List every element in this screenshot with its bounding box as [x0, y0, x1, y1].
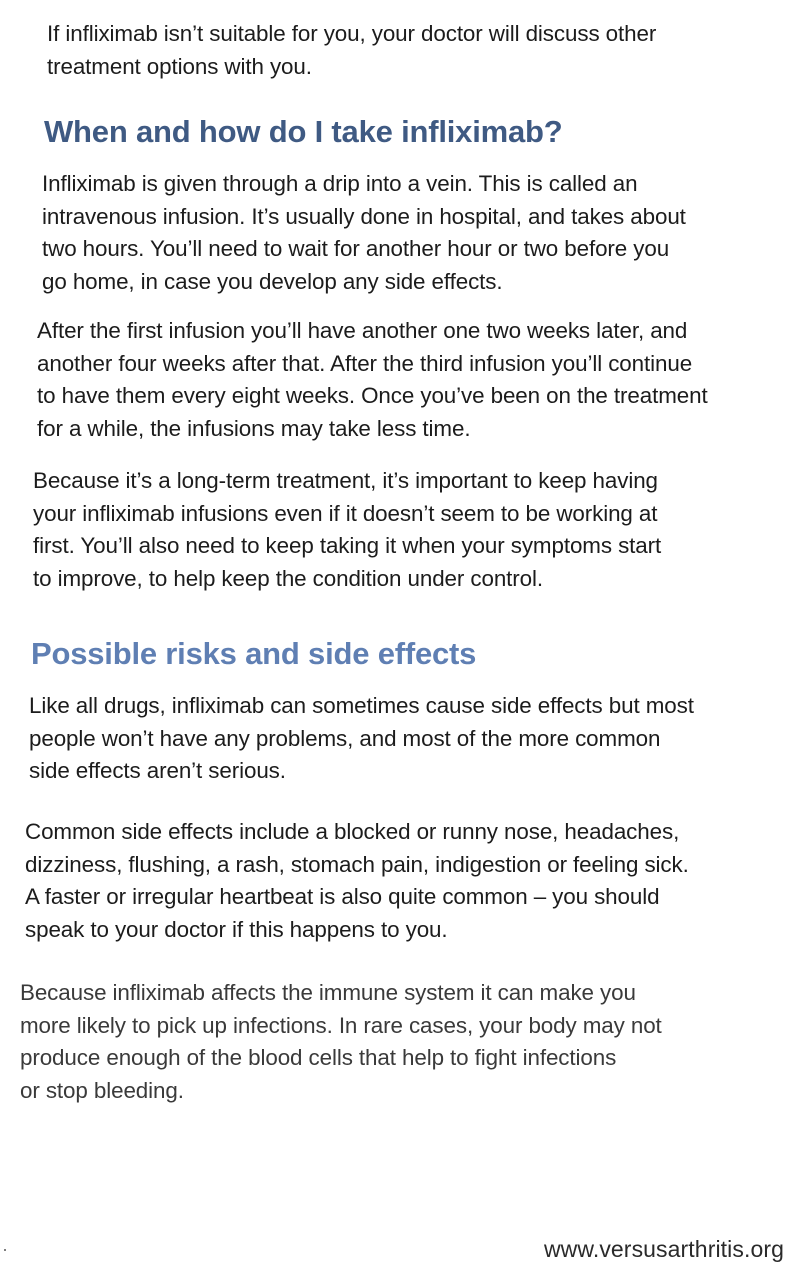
paragraph-immune-system: Because infliximab affects the immune system it can make you more likely to pick up infections. In rare cases, your body may not produce enough of the blood cells that help to fight infections or stop bleeding.	[20, 980, 662, 1103]
paragraph-infusion-description: Infliximab is given through a drip into a vein. This is called an intravenous infusion. It’s usually done in hospital, and takes about two hours. You’ll need to wait for another hour or two before you go home, in case you develop any side effects.	[42, 171, 686, 294]
scan-speck	[4, 1249, 6, 1251]
section-heading-risks-side-effects: Possible risks and side effects	[31, 636, 477, 671]
section-heading-when-and-how: When and how do I take infliximab?	[44, 114, 563, 149]
paragraph-infusion-schedule: After the first infusion you’ll have another one two weeks later, and another four weeks after that. After the third infusion you’ll continue to have them every eight weeks. Once you’ve been on the treatment for a while, the infusions may take less time.	[37, 318, 708, 441]
paragraph-long-term-treatment: Because it’s a long-term treatment, it’s important to keep having your infliximab infusions even if it doesn’t seem to be working at first. You’ll also need to keep taking it when your symptoms start to improve, to help keep the condition under control.	[33, 468, 662, 591]
paragraph-common-side-effects: Common side effects include a blocked or runny nose, headaches, dizziness, flushing, a rash, stomach pain, indigestion or feeling sick. A faster or irregular heartbeat is also quite common – you should speak to your doctor if this happens to you.	[25, 819, 689, 942]
footer-website-link[interactable]: www.versusarthritis.org	[543, 1236, 784, 1262]
paragraph-side-effects-intro: Like all drugs, infliximab can sometimes cause side effects but most people won’t have any problems, and most of the more common side effects aren’t serious.	[29, 693, 694, 784]
intro-paragraph: If infliximab isn’t suitable for you, your doctor will discuss other treatment options with you.	[47, 21, 657, 79]
